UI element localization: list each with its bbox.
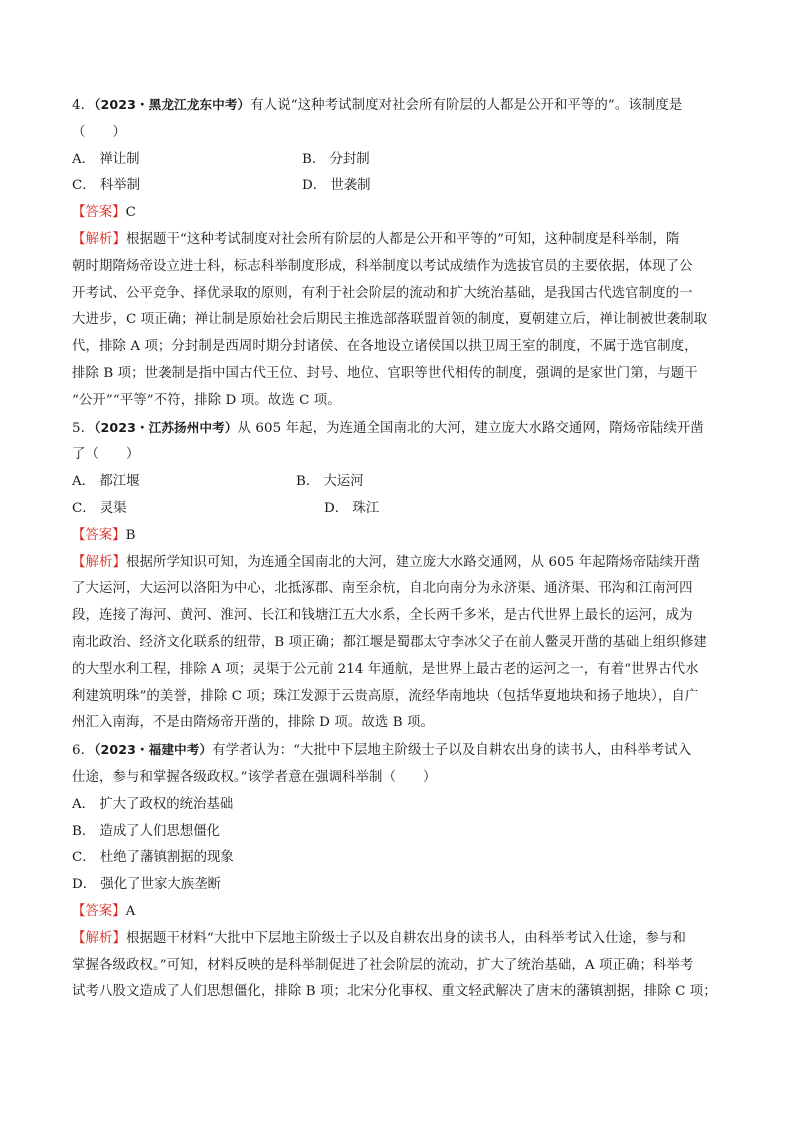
analysis-line: 州汇入南海，不是由隋炀帝开凿的，排除 D 项。故选 B 项。 [72, 715, 434, 731]
option-b[interactable]: B． 造成了人们思想僵化 [72, 823, 221, 839]
analysis-line: 【解析】根据所学知识可知，为连通全国南北的大河，建立庞大水路交通网，从 605 年起隋炀帝陆续开凿 [72, 554, 701, 570]
option-b[interactable]: B． 分封制 [302, 151, 370, 167]
stem-text: 有学者认为：“大批中下层地主阶级士子以及自耕农出身的读书人，由科举考试入 [212, 743, 692, 759]
analysis-line: 利建筑明珠”的美誉，排除 C 项；珠江发源于云贵高原，流经华南地块（包括华夏地块和扬子地块），自广 [72, 688, 699, 704]
analysis-label: 【解析】 [72, 231, 126, 247]
question-5 [72, 415, 737, 738]
options-row [72, 173, 737, 200]
stem-text: 从 605 年起，为连通全国南北的大河，建立庞大水路交通网，隋炀帝陆续开凿 [237, 420, 704, 436]
analysis-line: 了大运河，大运河以洛阳为中心，北抵涿郡、南至余杭，自北向南分为永济渠、通济渠、邗沟和江南河四 [72, 581, 693, 597]
option-c[interactable]: C． 杜绝了藩镇割据的现象 [72, 850, 234, 866]
option-b[interactable]: B． 大运河 [296, 474, 364, 490]
answer-label: 【答案】 [72, 903, 126, 919]
analysis-line: 试考八股文造成了人们思想僵化，排除 B 项；北宋分化事权、重文轻武解决了唐末的藩镇割据，排除 C 项； [72, 984, 717, 1000]
options-row [72, 496, 737, 523]
question-number: 6． [72, 743, 95, 759]
option-d[interactable]: D． 强化了世家大族垄断 [72, 877, 221, 893]
stem-text: 了（ ） [72, 447, 140, 463]
analysis-line: 朝时期隋炀帝设立进士科，标志科举制度形成，科举制度以考试成绩作为选拔官员的主要依据，体现了公 [72, 258, 693, 274]
option-c[interactable]: C． 科举制 [72, 178, 141, 194]
question-stem [72, 737, 737, 765]
analysis-line: 代，排除 A 项；分封制是西周时期分封诸侯、在各地设立诸侯国以拱卫周王室的制度，不属于选官制度， [72, 339, 698, 355]
option-a[interactable]: A． 禅让制 [72, 151, 140, 167]
question-number: 4． [72, 98, 95, 113]
option-c[interactable]: C． 灵渠 [72, 500, 127, 516]
analysis-line: 【解析】根据题干材料“大批中下层地主阶级士子以及自耕农出身的读书人，由科举考试入仕途，参与和 [72, 930, 687, 946]
analysis-line: 的大型水利工程，排除 A 项；灵渠于公元前 214 年通航，是世界上最古老的运河之一，有着“世界古代水 [72, 661, 699, 677]
option-a[interactable]: A． 都江堰 [72, 474, 140, 490]
question-4 [72, 92, 737, 415]
question-source: （2023・江苏扬州中考） [94, 419, 238, 435]
stem-text: （ ） [72, 124, 126, 140]
question-number: 5． [72, 420, 95, 436]
options-row [72, 469, 737, 496]
question-list [72, 92, 737, 1006]
answer-value: C [125, 205, 136, 221]
answer-label: 【答案】 [72, 205, 126, 221]
option-a[interactable]: A． 扩大了政权的统治基础 [72, 796, 234, 812]
stem-text: 有人说“这种考试制度对社会所有阶层的人都是公开和平等的”。该制度是 [250, 98, 683, 113]
question-6 [72, 737, 737, 1006]
answer-label: 【答案】 [72, 527, 126, 543]
answer [72, 899, 737, 926]
analysis-line: 【解析】根据题干“这种考试制度对社会所有阶层的人都是公开和平等的”可知，这种制度是科举制，隋 [72, 231, 680, 247]
question-source: （2023・福建中考） [94, 742, 213, 758]
analysis-line: 大进步，C 项正确；禅让制是原始社会后期民主推选部落联盟首领的制度，夏朝建立后，禅让制被世袭制取 [72, 312, 708, 328]
analysis-line: 南北政治、经济文化联系的纽带，B 项正确；都江堰是蜀郡太守李冰父子在前人鳖灵开凿的基础上组织修建 [72, 634, 707, 650]
analysis-line: 段，连接了海河、黄河、淮河、长江和钱塘江五大水系，全长两千多米，是古代世界上最长的运河，成为 [72, 608, 693, 624]
question-stem [72, 415, 737, 443]
analysis-line: 排除 B 项；世袭制是指中国古代王位、封号、地位、官职等世代相传的制度，强调的是家世门第，与题干 [72, 365, 698, 381]
stem-text: 仕途，参与和掌握各级政权。”该学者意在强调科举制（ ） [72, 769, 437, 785]
analysis-label: 【解析】 [72, 554, 126, 570]
options-row [72, 147, 737, 174]
analysis-label: 【解析】 [72, 930, 126, 946]
question-stem [72, 92, 737, 120]
analysis-line: 掌握各级政权。”可知，材料反映的是科举制促进了社会阶层的流动，扩大了统治基础，A 项正确；科举考 [72, 957, 694, 973]
answer [72, 200, 737, 227]
option-d[interactable]: D． 世袭制 [302, 178, 371, 194]
analysis-line: “公开”“平等”不符，排除 D 项。故选 C 项。 [72, 392, 341, 408]
question-source: （2023・黑龙江龙东中考） [94, 97, 251, 112]
answer-value: B [125, 527, 136, 543]
answer [72, 523, 737, 550]
answer-value: A [125, 903, 136, 919]
analysis-line: 开考试、公平竞争、择优录取的原则，有利于社会阶层的流动和扩大统治基础，是我国古代选官制度的一 [72, 285, 693, 301]
option-d[interactable]: D． 珠江 [324, 500, 380, 516]
